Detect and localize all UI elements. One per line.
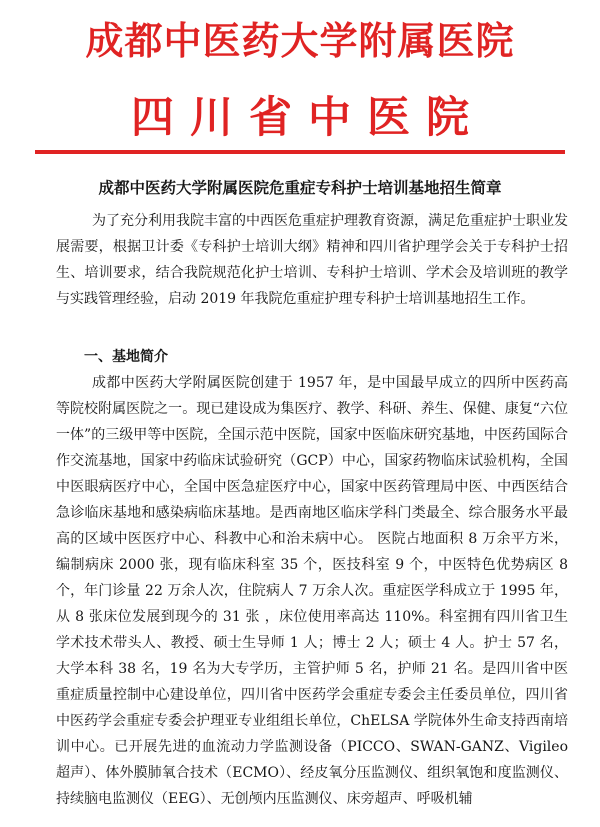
- intro-paragraph: 为了充分利用我院丰富的中西医危重症护理教育资源，满足危重症护士职业发展需要，根据卫计委《专科护士培训大纲》精神和四川省护理学会关于专科护士招生、培训要求，结合我院规范化护士培训、专科护士培训、学术会及培训班的教学与实践管理经验，启动 2019 年我院危重症护理专科护士培训基地招生工作。: [56, 213, 568, 307]
- letterhead-province-hospital-name: 四川省中医院: [131, 93, 485, 143]
- section-heading-base-intro: 一、基地简介: [84, 349, 168, 365]
- base-intro-paragraph: 成都中医药大学附属医院创建于 1957 年，是中国最早成立的四所中医药高等院校附属医院之一。现已建设成为集医疗、教学、科研、养生、保健、康复“六位一体”的三级甲等中医院，全国示范中医院，国家中医临床研究基地，中医药国际合作交流基地，国家中药临床试验研究（GCP）中心，国家药物临床试验机构，全国中医眼病医疗中心，全国中医急症医疗中心，国家中医药管理局中医、中西医结合急诊临床基地和感染病临床基地。是西南地区临床学科门类最全、综合服务水平最高的区域中医医疗中心、科教中心和治未病中心。 医院占地面积 8 万余平方米，编制病床 2000 张，现有临床科室 35 个，医技科室 9 个，中医特色优势病区 8 个，年门诊量 22 万余人次，住院病人 7 万余人次。重症医学科成立于 1995 年，从 8 张床位发展到现今的 31 张 ，床位使用率高达 110%。科室拥有四川省卫生学术技术带头人、教授、硕士生导师 1 人；博士 2 人；硕士 4 人。护士 57 名，大学本科 38 名，19 名为大专学历，主管护师 5 名，护师 21 名。是四川省中医重症质量控制中心建设单位，四川省中医药学会重症专委会主任委员单位，四川省中医药学会重症专委会护理亚专业组组长单位，ChELSA 学院体外生命支持西南培训中心。已开展先进的血流动力学监测设备（PICCO、SWAN-GANZ、Vigileo 超声）、体外膜肺氧合技术（ECMO）、经皮氧分压监测仪、组织氧饱和度监测仪、持续脑电监测仪（EEG）、无创颅内压监测仪、床旁超声、呼吸机辅: [56, 375, 568, 807]
- letterhead-divider: [35, 150, 565, 154]
- document-title: 成都中医药大学附属医院危重症专科护士培训基地招生简章: [98, 179, 502, 197]
- letterhead-hospital-name: 成都中医药大学附属医院: [85, 19, 515, 63]
